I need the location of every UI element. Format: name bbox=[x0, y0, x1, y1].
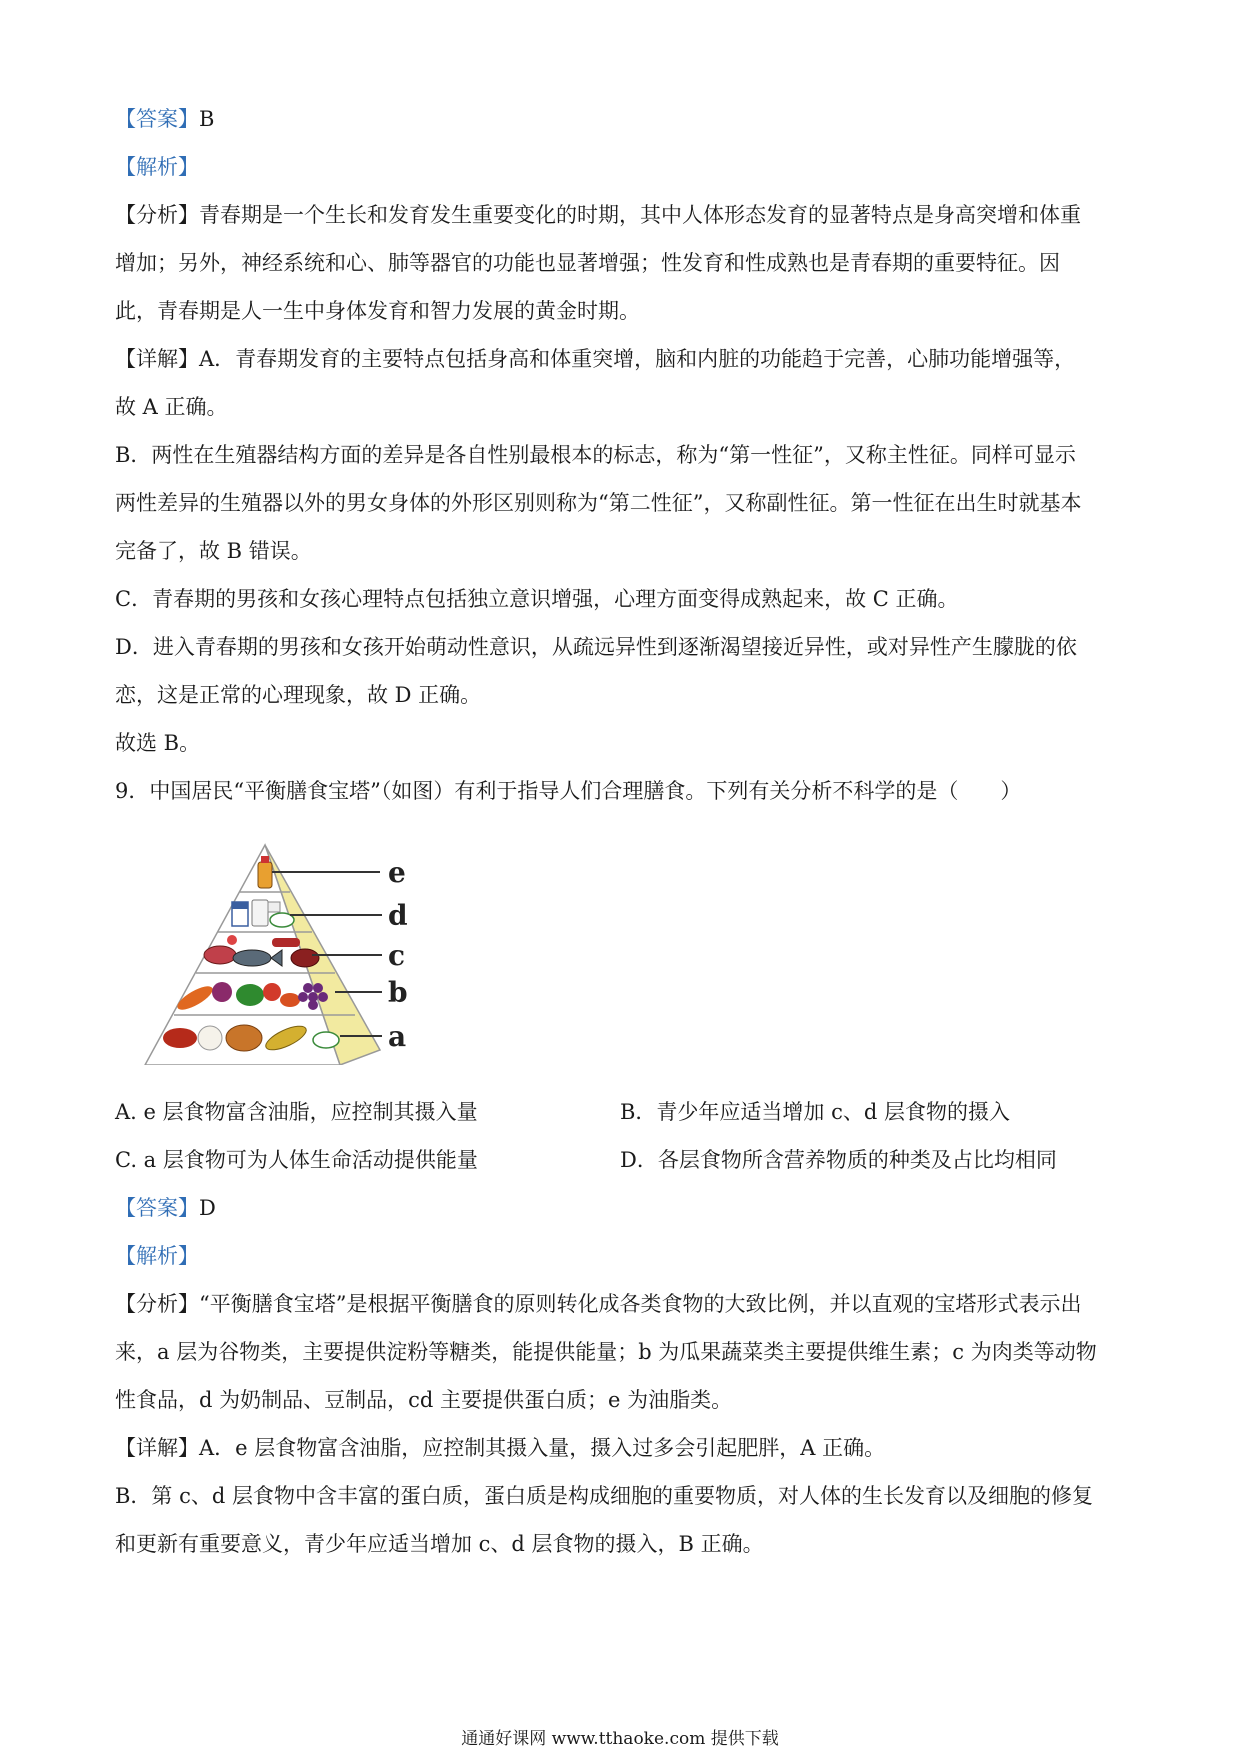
q8-line: 故选 B。 bbox=[115, 731, 201, 755]
answer-value: B bbox=[199, 107, 215, 131]
q8-line: 两性差异的生殖器以外的男女身体的外形区别则称为“第二性征”，又称副性征。第一性征在出生时就基本 bbox=[115, 491, 1082, 515]
q9-line: 【详解】A．e 层食物富含油脂，应控制其摄入量，摄入过多会引起肥胖，A 正确。 bbox=[115, 1436, 886, 1460]
answer-value: D bbox=[199, 1196, 216, 1220]
label-b: b bbox=[388, 976, 408, 1009]
label-d: d bbox=[388, 899, 408, 932]
label-e: e bbox=[388, 856, 406, 889]
option-b: B．青少年应适当增加 c、d 层食物的摄入 bbox=[620, 1100, 1010, 1124]
q8-line: 【分析】青春期是一个生长和发育发生重要变化的时期，其中人体形态发育的显著特点是身高突增和体重 bbox=[115, 203, 1081, 227]
q8-line: B．两性在生殖器结构方面的差异是各自性别最根本的标志，称为“第一性征”，又称主性征。同样可显示 bbox=[115, 443, 1076, 467]
q9-line: 性食品，d 为奶制品、豆制品，cd 主要提供蛋白质；e 为油脂类。 bbox=[115, 1388, 733, 1412]
q9-line: B．第 c、d 层食物中含丰富的蛋白质，蛋白质是构成细胞的重要物质，对人体的生长发育以及细胞的修复 bbox=[115, 1484, 1093, 1508]
option-a: A. e 层食物富含油脂，应控制其摄入量 bbox=[115, 1100, 478, 1124]
label-a: a bbox=[388, 1020, 407, 1053]
q9-answer bbox=[115, 1193, 1125, 1223]
q8-line: C．青春期的男孩和女孩心理特点包括独立意识增强，心理方面变得成熟起来，故 C 正确。 bbox=[115, 587, 959, 611]
answer-tag: 【答案】 bbox=[115, 1196, 199, 1220]
q8-line: D．进入青春期的男孩和女孩开始萌动性意识，从疏远异性到逐渐渴望接近异性，或对异性产生朦胧的依 bbox=[115, 635, 1077, 659]
q8-line: 此，青春期是人一生中身体发育和智力发展的黄金时期。 bbox=[115, 299, 640, 323]
q8-answer bbox=[115, 104, 1125, 134]
option-c: C. a 层食物可为人体生命活动提供能量 bbox=[115, 1148, 478, 1172]
q9-analysis-tag: 【解析】 bbox=[115, 1244, 199, 1268]
footer-text: 通通好课网 www.tthaoke.com 提供下载 bbox=[461, 1729, 779, 1749]
q8-analysis-tag: 【解析】 bbox=[115, 155, 199, 179]
option-d: D．各层食物所含营养物质的种类及占比均相同 bbox=[620, 1148, 1057, 1172]
q8-line: 完备了，故 B 错误。 bbox=[115, 539, 312, 563]
q8-line: 故 A 正确。 bbox=[115, 395, 228, 419]
q9-line: 【分析】“平衡膳食宝塔”是根据平衡膳食的原则转化成各类食物的大致比例，并以直观的宝塔形式表示出 bbox=[115, 1292, 1082, 1316]
food-pyramid-figure bbox=[140, 840, 470, 1065]
q9-line: 和更新有重要意义，青少年应适当增加 c、d 层食物的摄入，B 正确。 bbox=[115, 1532, 764, 1556]
q9-line: 来，a 层为谷物类，主要提供淀粉等糖类，能提供能量；b 为瓜果蔬菜类主要提供维生素；c 为肉类等动物 bbox=[115, 1340, 1097, 1364]
q8-line: 【详解】A．青春期发育的主要特点包括身高和体重突增，脑和内脏的功能趋于完善，心肺功能增强等， bbox=[115, 347, 1076, 371]
answer-tag: 【答案】 bbox=[115, 107, 199, 131]
q8-line: 增加；另外，神经系统和心、肺等器官的功能也显著增强；性发育和性成熟也是青春期的重要特征。因 bbox=[115, 251, 1060, 275]
q8-line: 恋，这是正常的心理现象，故 D 正确。 bbox=[115, 683, 482, 707]
q9-question: 9．中国居民“平衡膳食宝塔”（如图）有利于指导人们合理膳食。下列有关分析不科学的是（ ） bbox=[115, 779, 1022, 803]
label-c: c bbox=[388, 939, 406, 972]
